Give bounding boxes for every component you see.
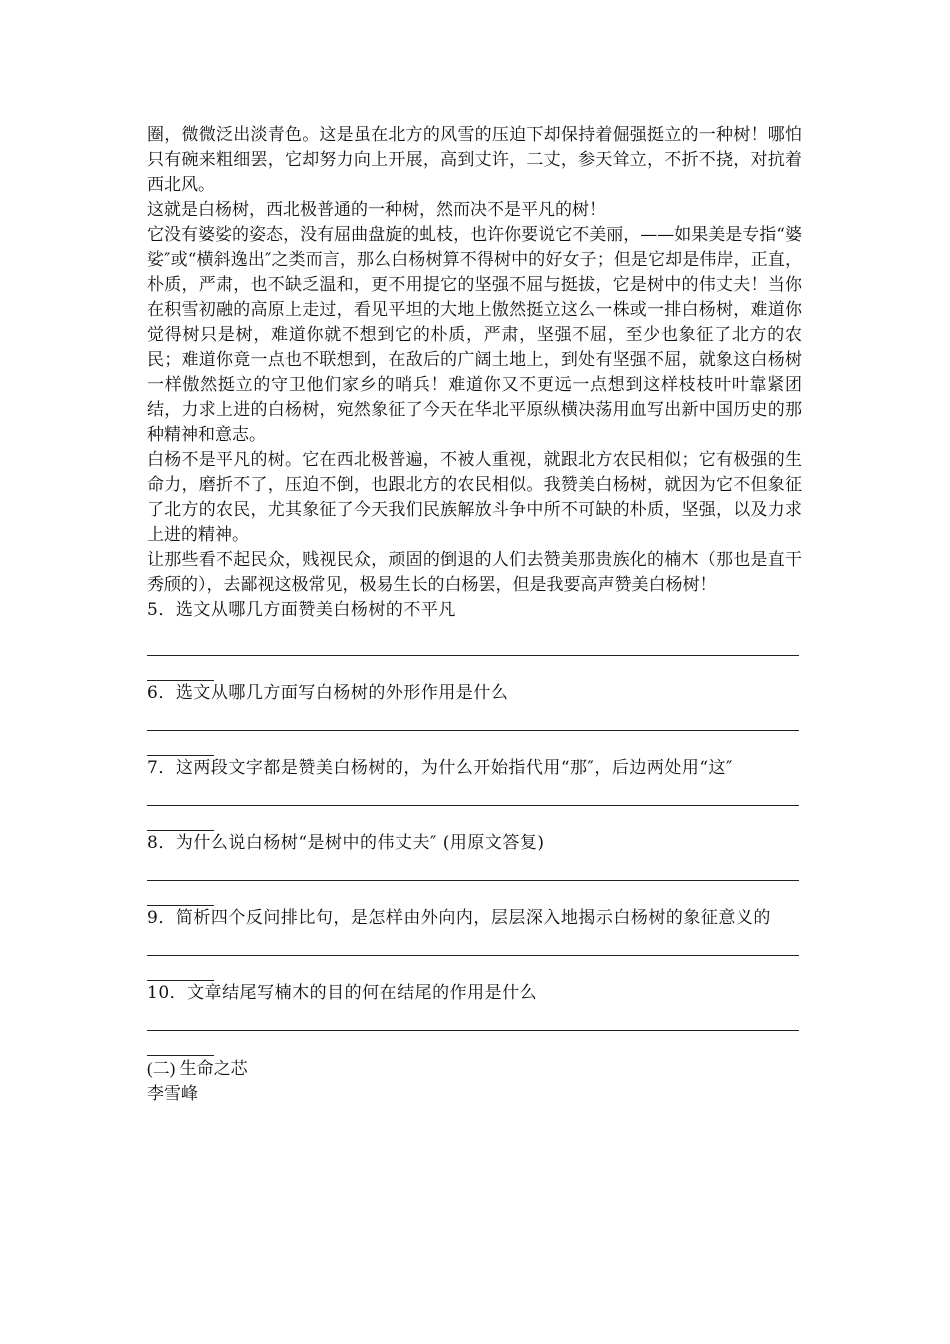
answer-line: [147, 805, 799, 806]
passage-paragraph-3: 它没有婆娑的姿态，没有屈曲盘旋的虬枝，也许你要说它不美丽，——如果美是专指“婆娑″或“横斜逸出″之类而言，那么白杨树算不得树中的好女子；但是它却是伟岸，正直，朴质，严肃，也不缺乏温和，更不用提它的坚强不屈与挺拔，它是树中的伟丈夫！当你在积雪初融的高原上走过，看见平坦的大地上傲然挺立这么一株或一排白杨树，难道你觉得树只是树，难道你就不想到它的朴质，严肃，坚强不屈，至少也象征了北方的农民；难道你竟一点也不联想到，在敌后的广阔土地上，到处有坚强不屈，就象这白杨树一样傲然挺立的守卫他们家乡的哨兵！难道你又不更远一点想到这样枝枝叶叶靠紧团结，力求上进的白杨树，宛然象征了今天在华北平原纵横决荡用血写出新中国历史的那种精神和意志。: [147, 225, 802, 445]
answer-line: [147, 655, 799, 656]
question-8: 8．为什么说白杨树“是树中的伟丈夫″ (用原文答复): [147, 833, 545, 853]
answer-line: [147, 730, 799, 731]
answer-blank-9[interactable]: [147, 931, 802, 981]
question-7: 7．这两段文字都是赞美白杨树的，为什么开始指代用“那″，后边两处用“这″: [147, 758, 733, 778]
question-6: 6．选文从哪几方面写白杨树的外形作用是什么: [147, 683, 509, 703]
document-page: [147, 123, 802, 1106]
answer-line: [147, 955, 799, 956]
answer-line-short: [147, 830, 214, 831]
answer-blank-5[interactable]: [147, 631, 802, 681]
question-10: 10．文章结尾写楠木的目的何在结尾的作用是什么: [147, 983, 538, 1003]
passage-paragraph-4: 白杨不是平凡的树。它在西北极普遍，不被人重视，就跟北方农民相似；它有极强的生命力，磨折不了，压迫不倒，也跟北方的农民相似。我赞美白杨树，就因为它不但象征了北方的农民，尤其象征了今天我们民族解放斗争中所不可缺的朴质，坚强，以及力求上进的精神。: [147, 450, 802, 545]
passage-paragraph-5: 让那些看不起民众，贱视民众，顽固的倒退的人们去赞美那贵族化的楠木（那也是直干秀颀的），去鄙视这极常见，极易生长的白杨罢，但是我要高声赞美白杨树！: [147, 550, 802, 595]
answer-line: [147, 880, 799, 881]
answer-line: [147, 1030, 799, 1031]
spacer: [147, 623, 802, 631]
answer-blank-7[interactable]: [147, 781, 802, 831]
question-9: 9．简析四个反问排比句，是怎样由外向内，层层深入地揭示白杨树的象征意义的: [147, 908, 771, 928]
section-heading: (二) 生命之芯: [147, 1059, 248, 1078]
answer-line-short: [147, 980, 214, 981]
answer-line-short: [147, 1055, 214, 1056]
passage-paragraph-1: 圈，微微泛出淡青色。这是虽在北方的风雪的压迫下却保持着倔强挺立的一种树！哪怕只有碗来粗细罢，它却努力向上开展，高到丈许，二丈，参天耸立，不折不挠，对抗着西北风。: [147, 125, 802, 195]
answer-blank-10[interactable]: [147, 1006, 802, 1056]
answer-line-short: [147, 755, 214, 756]
passage-paragraph-2: 这就是白杨树，西北极普通的一种树，然而决不是平凡的树！: [147, 200, 606, 220]
answer-blank-6[interactable]: [147, 706, 802, 756]
answer-line-short: [147, 680, 214, 681]
answer-line-short: [147, 905, 214, 906]
answer-blank-8[interactable]: [147, 856, 802, 906]
question-5: 5．选文从哪几方面赞美白杨树的不平凡: [147, 600, 456, 620]
author-name: 李雪峰: [147, 1084, 198, 1103]
